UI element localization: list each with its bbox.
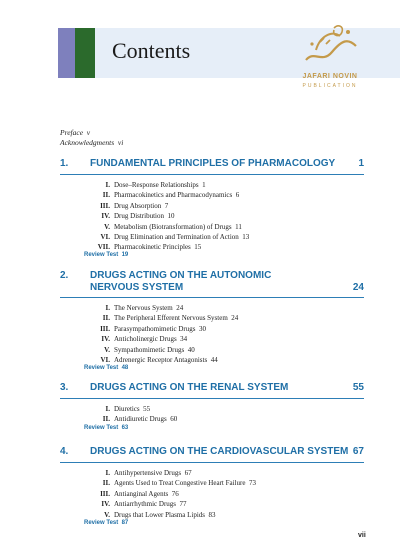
list-item: IV. Drug Distribution 10 [101,212,175,221]
section-list-3 [90,404,177,425]
logo-wordmark: JAFARI NOVIN [302,73,358,80]
chapter-title: DRUGS ACTING ON THE CARDIOVASCULAR SYSTEM [90,446,349,457]
chapter-title: DRUGS ACTING ON THE AUTONOMIC NERVOUS SYSTEM [90,270,272,293]
front-matter-page: vi [117,138,124,147]
front-matter-page: v [86,128,91,137]
list-item: IV. Anticholinergic Drugs 34 [101,335,188,344]
section-list-4 [90,468,256,520]
list-item: I. The Nervous System 24 [105,304,184,312]
logo-subtitle: PUBLICATION [302,83,358,89]
review-test-4: Review Test 87 [84,520,129,526]
list-item: IV. Antiarrhythmic Drugs 77 [101,500,187,509]
chapter-page: 55 [352,382,364,393]
publisher-logo [280,20,398,100]
review-test-2: Review Test 48 [84,365,129,371]
header-accent-green [75,28,95,78]
list-item: III. Antianginal Agents 76 [100,489,179,498]
chapter-number: 1. [60,158,69,169]
list-item: II. The Peripheral Efferent Nervous System 24 [102,314,239,323]
list-item: V. Sympathomimetic Drugs 40 [104,345,195,354]
list-item: V. Metabolism (Biotransformation) of Drugs 11 [104,222,242,231]
list-item: VII. Pharmacokinetic Principles 15 [97,243,202,252]
review-test-1: Review Test 19 [84,252,129,258]
list-item: I. Diuretics 55 [105,405,151,413]
list-item: VI. Adrenergic Receptor Antagonists 44 [100,356,218,365]
list-item: I. Dose–Response Relationships 1 [105,181,206,189]
chapter-rule [60,398,364,399]
section-list-2 [90,303,238,365]
calligraphy-logo-icon [298,20,362,72]
chapter-number: 3. [60,382,69,393]
chapter-rule [60,174,364,175]
chapter-page: 1 [358,158,364,169]
page-title: Contents [112,38,191,63]
page-number: vii [358,532,366,539]
section-list-1 [90,180,249,253]
front-matter-preface [60,128,90,137]
chapter-number: 2. [60,270,69,281]
chapter-page: 67 [352,446,364,457]
chapter-rule [60,297,364,298]
chapter-title: FUNDAMENTAL PRINCIPLES OF PHARMACOLOGY [90,158,336,169]
chapter-rule [60,462,364,463]
list-item: III. Parasympathomimetic Drugs 30 [100,324,206,333]
list-item: III. Drug Absorption 7 [100,201,169,210]
list-item: II. Pharmacokinetics and Pharmacodynamics 6 [102,191,240,200]
list-item: II. Antidiuretic Drugs 60 [102,415,178,424]
header-accent-purple [58,28,75,78]
front-matter-label: Preface [60,128,84,137]
chapter-title: DRUGS ACTING ON THE RENAL SYSTEM [90,382,289,393]
chapter-number: 4. [60,446,69,457]
list-item: II. Agents Used to Treat Congestive Heart Failure 73 [102,479,256,488]
chapter-page: 24 [352,282,364,293]
list-item: V. Drugs that Lower Plasma Lipids 83 [104,510,216,519]
review-test-3: Review Test 63 [84,425,129,431]
front-matter-acknowledgments [60,138,123,147]
front-matter-label: Acknowledgments [60,138,115,147]
list-item: I. Antihypertensive Drugs 67 [105,469,192,477]
list-item: VI. Drug Elimination and Termination of Action 13 [100,233,250,242]
